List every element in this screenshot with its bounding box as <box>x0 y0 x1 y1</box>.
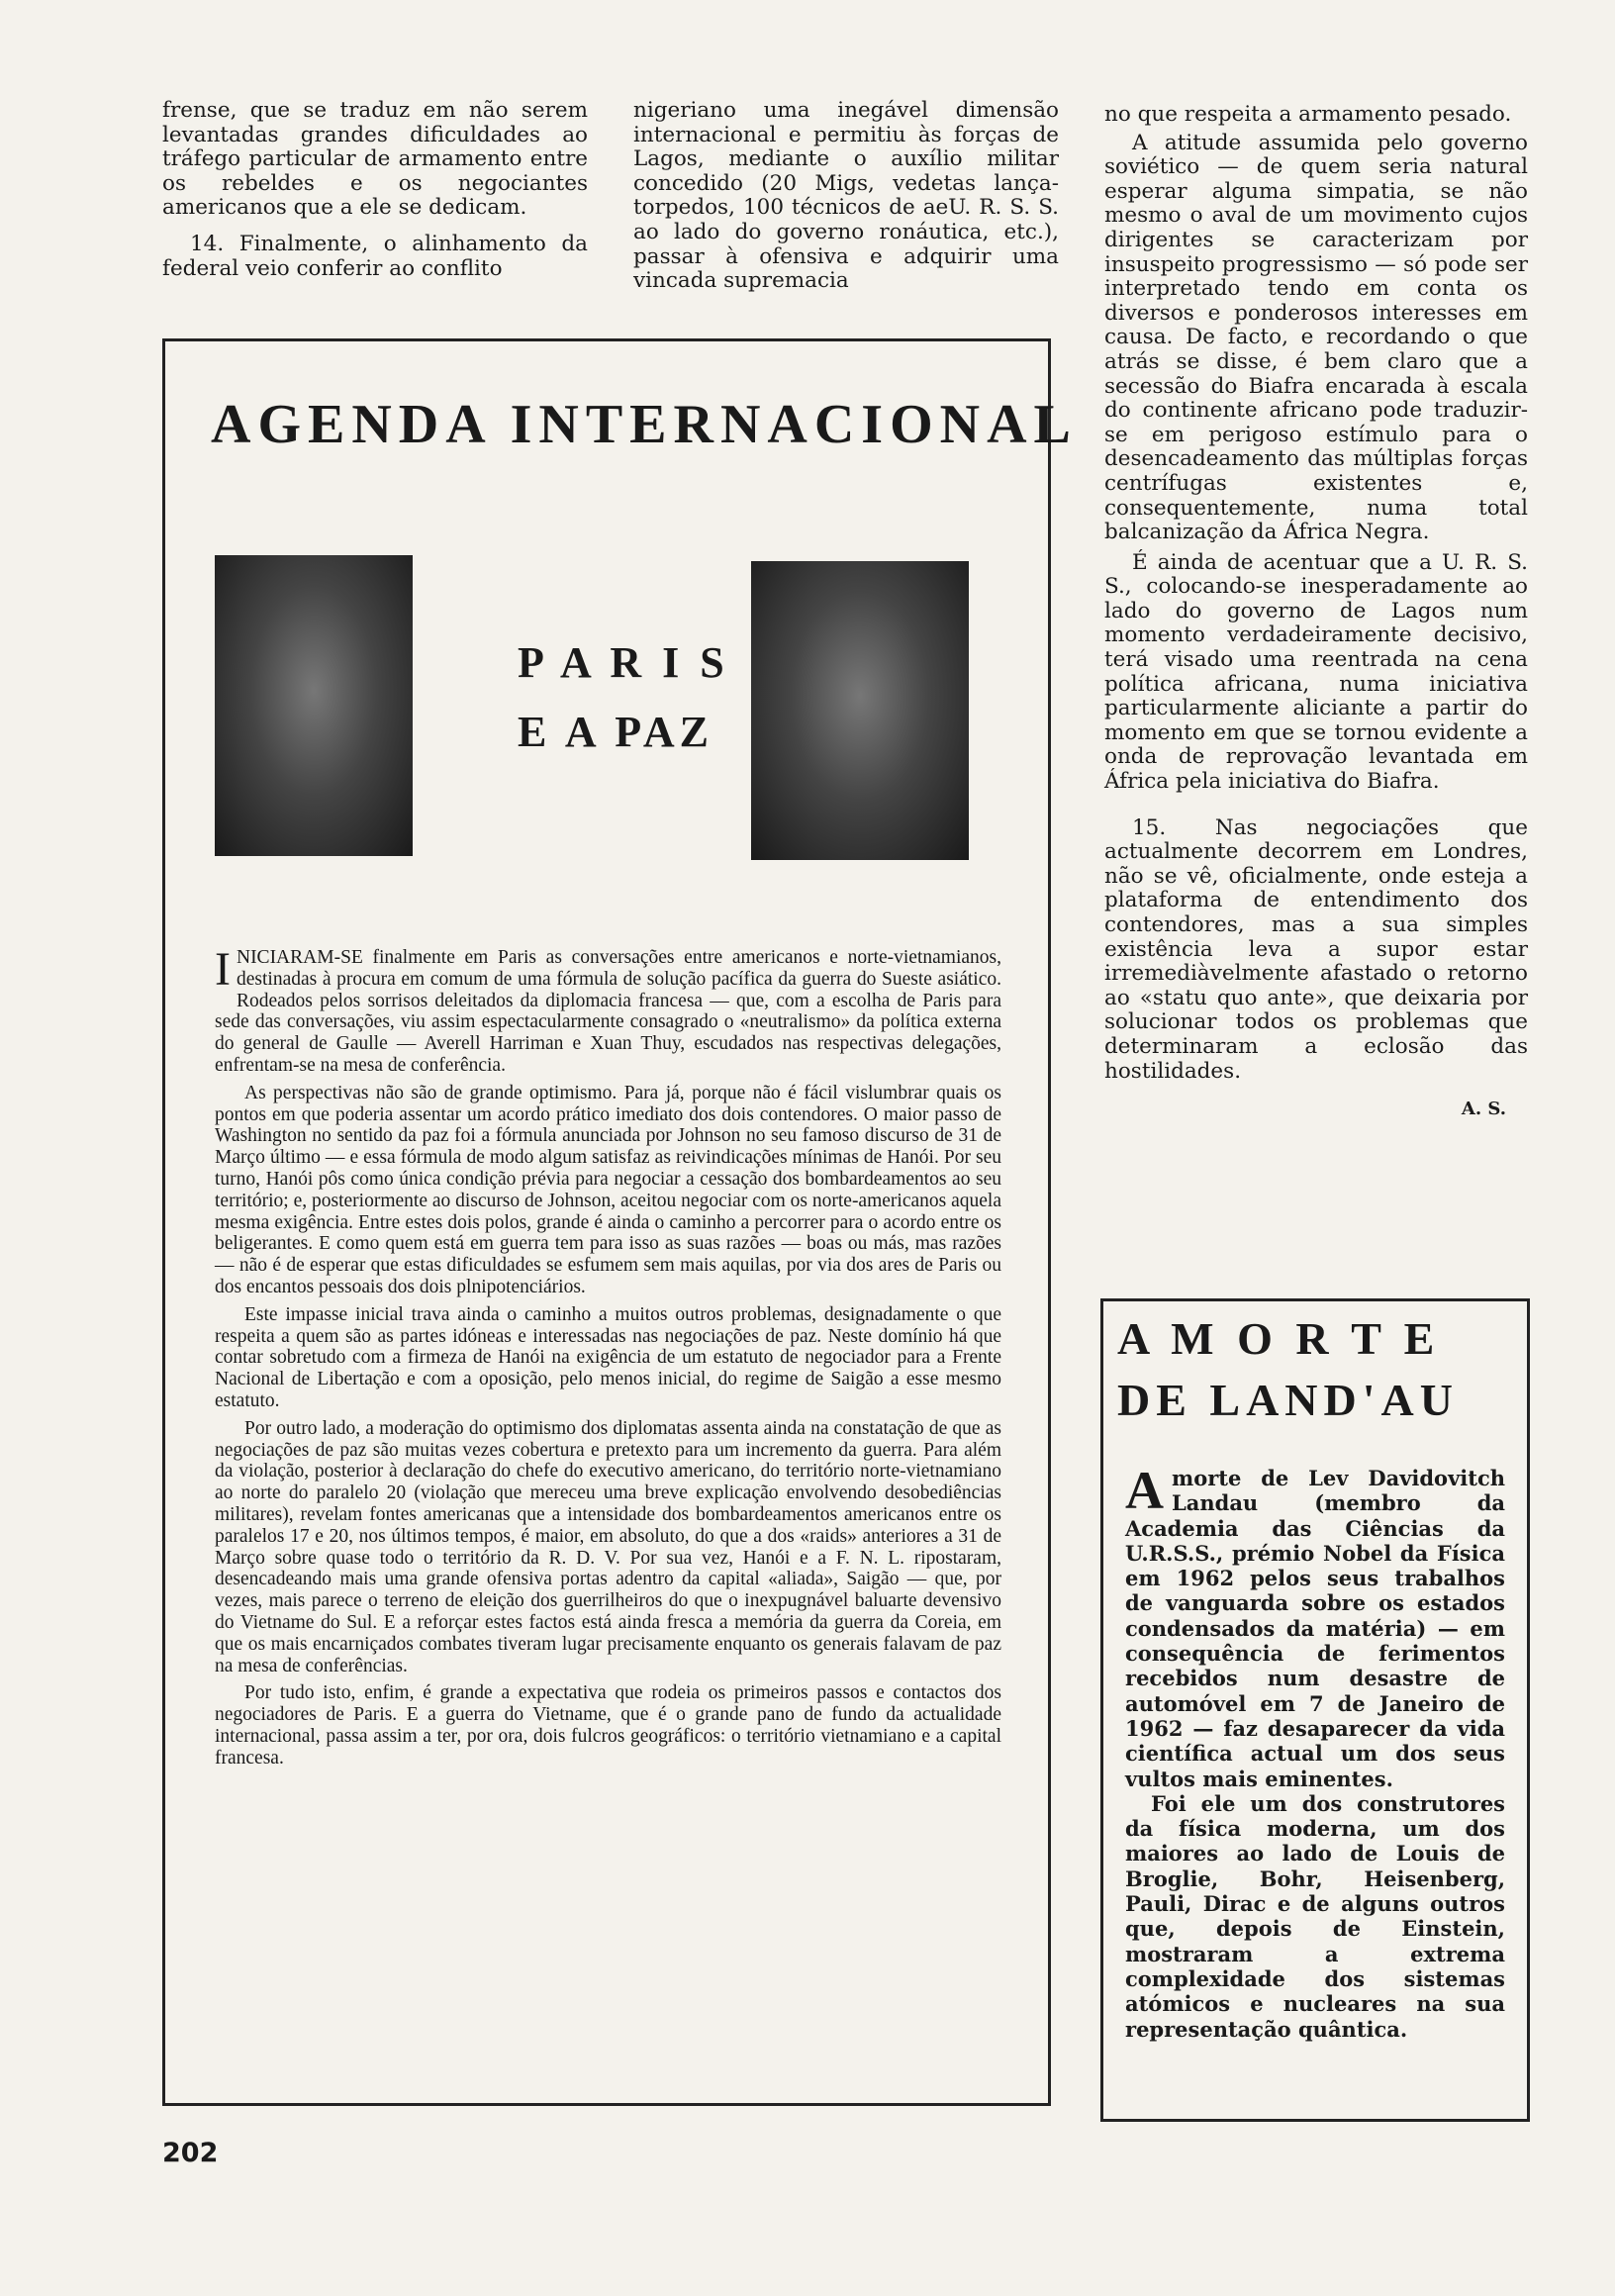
right-paragraph-4: 15. Nas negociações que actualmente decorrem em Londres, não se vê, oficialmente, onde esteja a plataforma de entendimento dos contendores, mas a sua simples existência leva a supor estar irremediàvelmente afastado o retorno ao «statu quo ante», que deixaria por solucionar todos os problemas que determinaram a eclosão das hostilidades. <box>1104 814 1528 1084</box>
landau-paragraph-2: Foi ele um dos construtores da física moderna, um dos maiores ao lado de Louis de Broglie, Bohr, Heisenberg, Pauli, Dirac e de alguns outros que, depois de Einstein, mostraram a extrema complexidade dos sistemas atómicos e nucleares na sua representação quântica. <box>1125 1790 1505 2042</box>
agenda-paragraph-2: As perspectivas não são de grande optimismo. Para já, porque não é fácil vislumbrar quais os pontos em que poderia assentar um acordo prático imediato dos dois contendores. O maior passo de Washington no sentido da paz foi a fórmula anunciada por Johnson no seu famoso discurso de 31 de Março último — e essa fórmula de modo algum satisfaz as reivindicações mínimas de Hanói. Por seu turno, Hanói pôs como única condição prévia para negociar a cessação dos bombardeamentos ao seu território; e, posteriormente ao discurso de Johnson, aceitou negociar com os norte-americanos aquela mesma exigência. Entre estes dois polos, grande é ainda o caminho a percorrer para o acordo entre os beligerantes. E como quem está em guerra tem para isso as suas razões — boas ou más, mas razões — não é de esperar que estas dificuldades se esfumem sem mais aquilas, por via dos ares de Paris ou dos encantos pessoais dos dois plnipotenciários. <box>215 1082 1001 1297</box>
subtitle-line-2: E A PAZ <box>518 708 714 756</box>
agenda-paragraph-3: Este impasse inicial trava ainda o caminho a muitos outros problemas, designadamente o que respeita a quem são as partes idóneas e interessadas nas negociações de paz. Neste domínio há que contar sobretudo com a firmeza de Hanói na exigência de um estatuto de negociador para a Frente Nacional de Libertação e com a oposição, pelo menos inicial, do regime de Saigão a esse mesmo estatuto. <box>215 1303 1001 1411</box>
landau-article <box>1125 1461 1505 2042</box>
page-number: 202 <box>162 2138 219 2168</box>
landau-paragraph-1: morte de Lev Davidovitch Landau (membro da Academia das Ciências da U.R.S.S., prémio Nobel da Física em 1962 pelos seus trabalhos de vanguarda sobre os estados condensados da matéria) — em consequência de ferimentos recebidos num desastre de automóvel em 7 de Janeiro de 1962 — faz desaparecer da vida científica actual um dos seus vultos mais eminentes. <box>1125 1466 1505 1791</box>
right-paragraph-3: É ainda de acentuar que a U. R. S. S., colocando-se inesperadamente ao lado do governo de Lagos num momento verdadeiramente decisivo, terá visado uma reentrada na cena política africana, numa iniciativa particularmente aliciante a partir do momento em que se tornou evidente a onda de reprovação levantada em África pela iniciativa do Biafra. <box>1104 549 1528 795</box>
photo-xuan-thuy <box>751 561 969 860</box>
landau-title-line-2: DE LAND'AU <box>1117 1375 1459 1425</box>
landau-box <box>1100 1298 1530 2122</box>
agenda-paragraph-4: Por outro lado, a moderação do optimismo dos diplomatas assenta ainda na constatação de que as negociações de paz são muitas vezes cobertura e pretexto para um incremento da guerra. Para além da violação, posterior à declaração do chefe do executivo americano, do território norte-vietnamiano ao norte do paralelo 20 (violação que mereceu uma breve explicação envolvendo desobediências militares), revelam fontes americanas que a intensidade dos bombardeamentos americanos entre os paralelos 17 e 20, nos últimos tempos, é maior, em absoluto, do que a dos «raids» anteriores a 31 de Março sobre quase todo o território da R. D. V. Por sua vez, Hanói e a F. N. L. ripostaram, desencadeando mais uma grande ofensiva portas adentro da capital «aliada», Saigão — que, por vezes, mais parece o terreno de eleição dos guerrilheiros do que o inexpugnável baluarte devensivo do Vietname do Sul. E a reforçar estes factos está ainda fresca a memória da guerra da Coreia, em que os mais encarniçados combates tiveram lugar precisamente enquanto os generais falavam de paz na mesa de conferências. <box>215 1417 1001 1676</box>
right-paragraph-1: no que respeita a armamento pesado. <box>1104 102 1512 127</box>
agenda-paragraph-5: Por tudo isto, enfim, é grande a expectativa que rodeia os primeiros passos e contactos dos negociadores de Paris. E a guerra do Vietname, que é o grande pano de fundo da actualidade internacional, passa assim a ter, por ora, dois fulcros geográficos: o território vietnamiano e a capital francesa. <box>215 1682 1001 1769</box>
agenda-paragraph-1: NICIARAM-SE finalmente em Paris as conversações entre americanos e norte-vietnamianos, destinadas à procura em comum de uma fórmula de solução pacífica da guerra do Sueste asiático. Rodeados pelos sorrisos deleitados da diplomacia francesa — que, com a escolha de Paris para sede das conversações, viu assim espectacularmente consagrado o «neutralismo» da política externa do general de Gaulle — Averell Harriman e Xuan Thuy, escudados nas respectivas delegações, enfrentam-se na mesa de conferência. <box>215 947 1001 1076</box>
subtitle-line-1: P A R I S <box>518 638 729 687</box>
col1-paragraph-14: 14. Finalmente, o alinhamento da federal veio conferir ao conflito <box>162 231 588 281</box>
top-column-2 <box>633 99 1059 294</box>
right-column <box>1104 103 1528 1122</box>
agenda-article <box>215 943 1001 1774</box>
right-paragraph-2: A atitude assumida pelo governo soviético — de quem seria natural esperar alguma simpatia, se não mesmo o aval de um movimento cujos dirigentes se caracterizam por insuspeito progressismo — só pode ser interpretado tendo em conta os diversos e ponderosos interesses em causa. De facto, e recordando o que atrás se disse, é bem claro que a secessão do Biafra encarada à escala do continente africano pode traduzir-se em perigoso estímulo para o desencadeamento das múltiplas forças centrífugas existentes e, consequentemente, numa total balcanização da África Negra. <box>1104 130 1528 545</box>
col1-paragraph: frense, que se traduz em não serem levantadas grandes dificuldades ao tráfego particular de armamento entre os rebeldes e os negociantes americanos que a ele se dedicam. <box>162 98 588 221</box>
photo-harriman <box>215 555 413 856</box>
agenda-box <box>162 338 1078 2106</box>
top-column-1 <box>162 99 588 281</box>
dropcap-a: A <box>1125 1461 1164 1520</box>
landau-title-line-1: A M O R T E <box>1117 1313 1441 1364</box>
dropcap-i: I <box>215 943 231 996</box>
col2-paragraph: nigeriano uma inegável dimensão internacional e permitiu às forças de Lagos, mediante o auxílio militar concedido (20 Migs, vedetas lança-torpedos, 100 técnicos de aeU. R. S. S. ao lado do governo ronáutica, etc.), passar à ofensiva e adquirir uma vincada supremacia <box>633 98 1059 294</box>
signature: A. S. <box>1461 1099 1506 1120</box>
agenda-header: AGENDA INTERNACIONAL <box>211 394 1078 455</box>
